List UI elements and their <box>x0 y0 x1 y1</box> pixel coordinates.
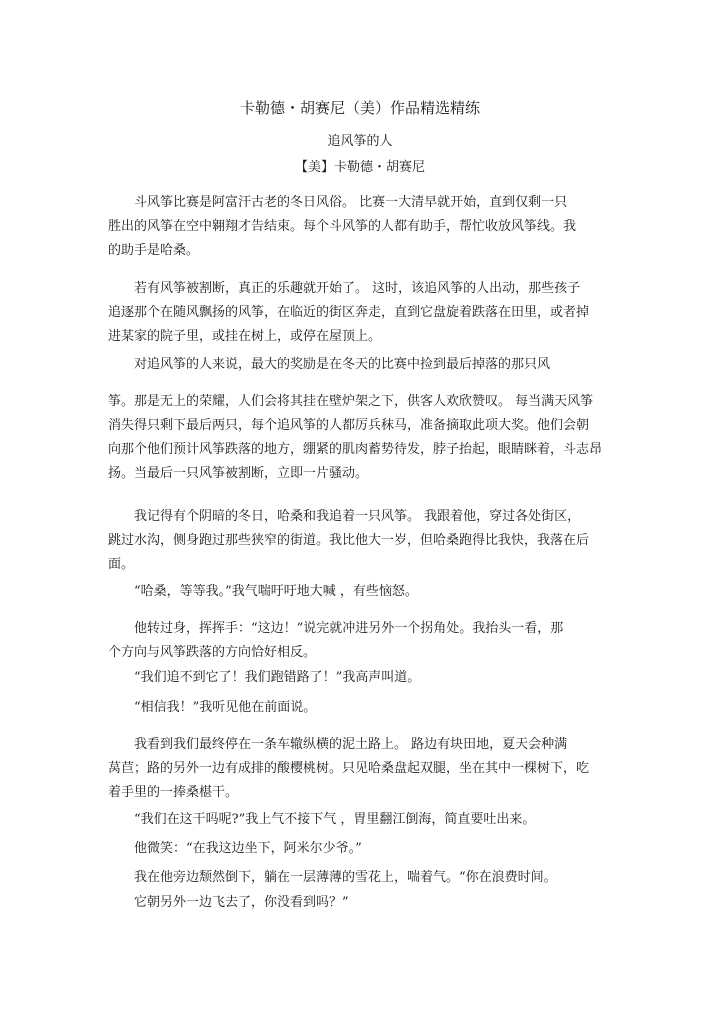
text-line: 面。 <box>108 557 135 572</box>
text-line: 个方向与风筝跌落的方向恰好相反。 <box>108 645 317 660</box>
text-line: 进某家的院子里，或挂在树上，或停在屋顶上。 <box>108 329 382 344</box>
text-line: 斗风筝比赛是阿富汗古老的冬日风俗。 比赛一大清早就开始，直到仅剩一只 <box>108 195 568 210</box>
text-line: 我记得有个阴暗的冬日，哈桑和我追着一只风筝。 我跟着他，穿过各处街区， <box>108 509 581 524</box>
text-line: 他微笑：“在我这边坐下，阿米尔少爷。” <box>108 841 362 856</box>
text-line: 追逐那个在随风飘扬的风筝，在临近的街区奔走，直到它盘旋着跌落在田里，或者掉 <box>108 305 590 320</box>
paragraph <box>108 666 608 690</box>
text-line: 若有风筝被割断，真正的乐趣就开始了。 这时，该追风筝的人出动，那些孩子 <box>108 281 581 296</box>
text-line: “相信我！”我听见他在前面说。 <box>108 700 317 715</box>
paragraph <box>108 505 608 577</box>
text-line: 它朝另外一边飞去了，你没看到吗？” <box>108 895 349 910</box>
paragraph <box>108 808 608 832</box>
paragraph <box>108 390 608 486</box>
text-line: 我在他旁边颓然倒下，躺在一层薄薄的雪花上，喘着气。“你在浪费时间。 <box>108 870 557 885</box>
text-line: 着手里的一捧桑椹干。 <box>108 785 239 800</box>
paragraph <box>108 353 608 377</box>
paragraph <box>108 580 608 604</box>
text-line: 跳过水沟，侧身跑过那些狭窄的街道。我比他大一岁，但哈桑跑得比我快，我落在后 <box>108 533 590 548</box>
text-line: 我看到我们最终停在一条车辙纵横的泥土路上。 路边有块田地，夏天会种满 <box>108 737 568 752</box>
text-line: 的助手是哈桑。 <box>108 243 200 258</box>
text-line: 莴苣；路的另外一边有成排的酸樱桃树。只见哈桑盘起双腿，坐在其中一棵树下，吃 <box>108 761 590 776</box>
text-line: 胜出的风筝在空中翱翔才告结束。每个斗风筝的人都有助手，帮忙收放风筝线。我 <box>108 219 577 234</box>
text-line: 筝。那是无上的荣耀，人们会将其挂在壁炉架之下，供客人欢欣赞叹。 每当满天风筝 <box>108 394 594 409</box>
paragraph <box>108 891 608 915</box>
paragraph <box>108 617 608 665</box>
paragraph <box>108 866 608 890</box>
text-line: “我们追不到它了！我们跑错路了！”我高声叫道。 <box>108 670 421 685</box>
paragraph <box>108 733 608 805</box>
text-line: 向那个他们预计风筝跌落的地方，绷紧的肌肉蓄势待发，脖子抬起，眼睛眯着，斗志昂 <box>108 442 603 457</box>
text-line: 对追风筝的人来说，最大的奖励是在冬天的比赛中捡到最后掉落的那只风 <box>108 357 551 372</box>
document-author: 【美】卡勒德・胡赛尼 <box>294 160 425 175</box>
document-title: 卡勒德・胡赛尼（美）作品精选精练 <box>239 99 480 117</box>
text-line: 消失得只剩下最后两只，每个追风筝的人都厉兵秣马，准备摘取此项大奖。他们会朝 <box>108 418 590 433</box>
paragraph <box>108 837 608 861</box>
paragraph <box>108 277 608 349</box>
text-line: “我们在这干吗呢?”我上气不接下气 ，胃里翻江倒海，简直要吐出来。 <box>108 812 536 827</box>
paragraph <box>108 696 608 720</box>
document-subtitle: 追风筝的人 <box>327 134 393 149</box>
text-line: 他转过身，挥挥手：“这边！”说完就冲进另外一个拐角处。我抬头一看，那 <box>108 621 564 636</box>
text-line: 扬。当最后一只风筝被割断，立即一片骚动。 <box>108 466 369 481</box>
paragraph <box>108 191 608 263</box>
text-line: “哈桑，等等我。”我气喘吁吁地大喊 ，有些恼怒。 <box>108 584 418 599</box>
